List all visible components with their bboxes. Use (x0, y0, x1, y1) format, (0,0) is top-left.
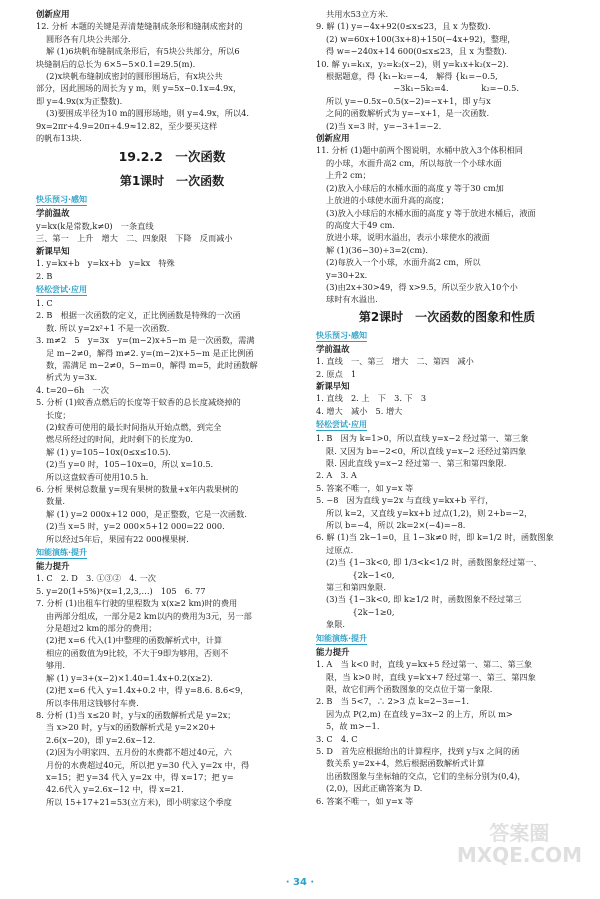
text-line: 10. 解 y₁=k₁x，y₂=k₂(x−2)，则 y=k₁x+k₂(x−2). (316, 58, 509, 69)
text-line: (2)当 y=0 时，105−10x=0，所以 x=10.5. (46, 459, 214, 470)
text-line: 解 (1) y=105−10x(0≤x≤10.5). (46, 446, 171, 457)
text-line: 三、第一 上升 增大 二、四象限 下降 反而减小 (36, 233, 233, 244)
section-badge: 知能演练·提升 (316, 633, 368, 643)
text-line: 之间的函数解析式为 y=−x+1，是一次函数. (326, 108, 490, 119)
text-line: 过原点. (326, 544, 354, 555)
text-line: 2. B 根据一次函数的定义，正比例函数是特殊的一次函 (36, 310, 241, 321)
text-line: (2)每放入一个小球，水面升高2 cm，所以 (326, 257, 481, 268)
text-line: 因为点 P(2,m) 在直线 y=3x−2 的上方，所以 m> (326, 708, 513, 719)
section-badge: 轻松尝试·应用 (36, 284, 88, 294)
text-line: 解 (1)(36−30)÷3=2(cm). (326, 244, 428, 255)
text-line: 所以 k=2，又直线 y=kx+b 过点(1,2)，则 2+b=−2， (326, 507, 533, 518)
text-line: (2)把 x=6 代入 y=1.4x+0.2 中，得 y=8.6. 8.6<9， (46, 685, 249, 696)
text-line: 相应的函数值为9比较，不大于9即为够用，否则不 (46, 647, 229, 658)
text-line: {2k−1≥0, (336, 606, 395, 617)
text-line: 圆形各有几块公共部分. (46, 33, 131, 44)
text-line: 的帆布13块. (36, 133, 82, 144)
text-line: (3)当 {1−3k<0, 即 k≥1/2 时，函数图象不经过第三 (326, 594, 522, 605)
subsection-heading: 学前温故 (316, 343, 350, 354)
text-line: 由两部分组成，一部分是2 km以内的费用为3元，另一部 (46, 610, 252, 621)
text-line: (2)当 x=3 时，y=−3+1=−2. (326, 120, 442, 131)
text-line: 5. y=20(1+5%)ˣ(x=1,2,3,…) 105 6. 77 (36, 585, 206, 596)
subsection-heading: 创新应用 (36, 9, 70, 19)
text-line: 5，故 m>−1. (326, 721, 380, 732)
text-line: 球时有水溢出. (326, 294, 378, 305)
text-line: 解 (1)6块帆布缝制成条形后，有5块公共部分，所以6 (46, 46, 240, 57)
text-line: (2)x块帆布缝制成密封的圆形围场后，有x块公共 (46, 71, 223, 82)
text-line: 5. −8 因为直线 y=2x 与直线 y=kx+b 平行， (316, 495, 494, 506)
text-line: 数，需满足 m−2≠0，5−m=0，解得 m=5，此时函数解 (46, 359, 258, 370)
text-line: 所以这盘蚊香可使用10.5 h. (46, 471, 149, 482)
text-line: (2)当 {1−3k<0, 即 1/3<k<1/2 时，函数图象经过第一、 (326, 557, 542, 568)
text-line: y=30+2x. (326, 269, 368, 280)
text-line: (2)蚊香可使用的最长时间指从开始点燃，到完全 (46, 421, 222, 432)
text-line: 数量. (46, 496, 65, 507)
watermark-logo (457, 822, 582, 866)
text-line: 2. B 当 5<7，∴ 2>3 点 k=2−3=−1. (316, 696, 469, 707)
subsection-heading: 新课早知 (316, 380, 350, 391)
text-line: 9. 解 (1) y=−4x+92(0≤x≤23，且 x 为整数). (316, 21, 491, 32)
lesson-title: 第1课时 一次函数 (119, 174, 225, 189)
text-line: 第三和第四象限. (326, 582, 386, 593)
text-line: 所以 b=−4，所以 2k=2×(−4)=−8. (326, 520, 466, 531)
text-line: 11. 分析 (1)题中前两个图说明，水桶中放入3个体积相同 (316, 145, 523, 156)
text-line: 够用. (46, 660, 65, 671)
text-line: 当 x>20 时，y与x的函数解析式是 y=2×20+ (46, 722, 216, 733)
text-line: 9x=2πr÷4.9=20π÷4.9≈12.82，至少要买这样 (36, 120, 218, 131)
text-line: 部分，因此围场的周长为 y m，则 y=5x−0.1x=4.9x， (36, 83, 242, 94)
text-line: −3k₁−5k₂=4. k₂=−0.5. (336, 83, 519, 94)
text-line: 限，当 k>0 时，直线 y=k′x+7 经过第一、第三、第四象 (326, 671, 536, 682)
text-line: 象限. (326, 619, 345, 630)
right-column (316, 8, 578, 807)
text-line: 限. 又因为 b=−2<0，所以直线 y=x−2 还经过第四象 (326, 445, 527, 456)
text-line: 析式为 y=3x. (46, 372, 98, 383)
text-line: 限. 因此直线 y=x−2 经过第一、第三和第四象限. (326, 458, 507, 468)
text-line: 6. 分析 果树总数量 y=现有果树的数量+x年内栽果树的 (36, 484, 239, 494)
text-line: 5. 分析 (1)蚊香点燃后的长度等于蚊香的总长度减烧掉的 (36, 397, 241, 408)
text-line: (2)放入小球后的水桶水面的高度 y 等于30 cm加 (326, 182, 504, 193)
text-line: 燃尽所经过的时间，此时剩下的长度为0. (46, 434, 193, 445)
text-line: 月份的水费超过40元，所以把 y=30 代入 y=2x 中，得 (46, 759, 250, 770)
text-line: (3)由2x+30>49，得 x>9.5，所以至少放入10个小 (326, 281, 518, 292)
text-line: 上放进的小球使水面升高的高度； (326, 195, 449, 206)
text-line: 42.6代入 y=2.6x−12 中，得 x=21. (46, 784, 184, 795)
section-badge: 快乐预习·感知 (36, 195, 88, 205)
text-line: y=kx(k是常数,k≠0) 一条直线 (36, 220, 154, 231)
text-line: 1. B 因为 k=1>0，所以直线 y=x−2 经过第一、第三象 (316, 433, 529, 444)
text-line: 的高度大于49 cm. (326, 219, 395, 230)
text-line: 块缝制后的总长为 6×5−5×0.1=29.5(m). (36, 58, 196, 69)
text-line: 3. C 4. C (316, 733, 358, 744)
subsection-heading: 能力提升 (316, 646, 350, 657)
text-line: (3)放入小球后的水桶水面的高度 y 等于放进水桶后，液面 (326, 207, 536, 218)
text-line: 5. 答案不唯一，如 y=x 等 (316, 482, 414, 493)
text-line: (2)把 x=6 代入(1)中整理的函数解析式中，计算 (46, 635, 223, 646)
text-line: 出函数图象与坐标轴的交点，它们的坐标分别为(0,4)， (326, 770, 526, 781)
text-line: 解 (1) y=3+(x−2)×1.40=1.4x+0.2(x≥2). (46, 672, 213, 683)
lesson-title: 第2课时 一次函数的图象和性质 (358, 309, 536, 324)
text-line: (2) w=60x+100(3x+8)+150(−4x+92)，整理， (326, 33, 516, 44)
text-line: 12. 分析 本题的关键是弄清楚缝制成条形和缝制成密封的 (36, 21, 243, 32)
text-line: 解 (1) y=2 000x+12 000，是正整数，它是一次函数. (46, 508, 247, 519)
text-line: 所以经过5年后，果园有22 000棵果树. (46, 533, 189, 544)
text-line: 根据题意，得 {k₁−k₂=−4, 解得 {k₁=−0.5, (326, 71, 498, 82)
subsection-heading: 创新应用 (316, 133, 350, 144)
text-line: {2k−1<0, (336, 569, 395, 580)
text-line: 1. y=kx+b y=kx+b y=kx 特殊 (36, 258, 175, 269)
text-line: 4. 增大 减小 5. 增大 (316, 405, 403, 416)
subsection-heading: 新课早知 (36, 245, 70, 256)
section-badge: 知能演练·提升 (36, 548, 88, 558)
text-line: 1. 直线 2. 上 下 3. 下 3 (316, 393, 427, 404)
text-line: 长度； (46, 409, 71, 420)
text-line: 2. B (36, 270, 53, 281)
left-column (36, 8, 308, 808)
text-line: 2. A 3. A (316, 470, 357, 481)
text-line: 6. 答案不唯一，如 y=x 等 (316, 795, 414, 806)
text-line: 1. C 2. D 3. ①③② 4. 一次 (36, 573, 156, 584)
text-line: 3. m≠2 5 y=3x y=(m−2)x+5−m 是一次函数，需满 (36, 335, 255, 346)
text-line: 2.6(x−20)，即 y=2.6x−12. (46, 734, 156, 745)
text-line: 所以李伟用这钱够付车费. (46, 697, 139, 708)
text-line: 6. 解 (1)当 2k−1=0，且 1−3k≠0 时，即 k=1/2 时，函数图象 (316, 532, 554, 543)
subsection-heading: 能力提升 (36, 561, 70, 572)
text-line: 2. 原点 1 (316, 368, 357, 379)
text-line: 放进小球，说明水溢出，表示小球使水的液面 (326, 232, 490, 243)
text-line: 即 y=4.9x(x为正整数). (36, 95, 123, 106)
text-line: 4. t=20−6h 一次 (36, 384, 109, 395)
text-line: 足 m−2≠0，解得 m≠2. y=(m−2)x+5−m 是正比例函 (46, 347, 254, 358)
text-line: (2)当 x=5 时，y=2 000×5+12 000=22 000. (46, 521, 225, 532)
text-line: 1. C (36, 297, 53, 308)
watermark-text: 答案圈 MXQE.COM (456, 821, 582, 867)
page-number: · 34 · (285, 877, 315, 888)
text-line: (2)因为小明家四、五月份的水费都不超过40元，六 (46, 747, 232, 758)
text-line: 限，故它们两个函数图象的交点位于第一象限. (326, 683, 493, 694)
text-line: 7. 分析 (1)出租车行驶的里程数为 x(x≥2 km)时的费用 (36, 598, 238, 609)
text-line: 8. 分析 (1)当 x≤20 时，y与x的函数解析式是 y=2x； (36, 709, 236, 720)
text-line: 5. D 首先应根据给出的计算程序，找到 y与x 之间的函 (316, 745, 520, 756)
text-line: 分是超过2 km的部分的费用； (46, 623, 157, 634)
text-line: 所以 15+17+21=53(立方米)，即小明家这个季度 (46, 796, 232, 807)
section-title: 19.2.2 一次函数 (118, 149, 226, 165)
text-line: 1. 直线 一、第三 增大 二、第四 减小 (316, 356, 474, 367)
section-badge: 快乐预习·感知 (316, 330, 368, 340)
text-line: 共用水53立方米. (326, 9, 389, 19)
subsection-heading: 学前温故 (36, 208, 70, 219)
text-line: 数. 所以 y=2x²+1 不是一次函数. (46, 322, 170, 333)
text-line: 得 w=−240x+14 600(0≤x≤23，且 x 为整数). (326, 46, 507, 57)
text-line: 的小球，水面升高2 cm，所以每放一个小球水面 (326, 157, 502, 168)
text-line: (3)要围成半径为10 m的圆形场地，则 y=4.9x，所以4. (46, 108, 249, 119)
text-line: x=15；把 y=34 代入 y=2x 中，得 x=17；把 y= (46, 771, 234, 782)
text-line: 数关系 y=2x+4，然后根据函数解析式计算 (326, 758, 485, 769)
text-line: 所以 y=−0.5x−0.5(x−2)=−x+1，即 y与x (326, 95, 491, 106)
section-badge: 轻松尝试·应用 (316, 420, 368, 430)
text-line: (2,0)，因此正确答案为 D. (326, 783, 423, 794)
text-line: 1. A 当 k<0 时，直线 y=kx+5 经过第一、第二、第三象 (316, 659, 533, 670)
text-line: 上升2 cm； (326, 170, 371, 181)
